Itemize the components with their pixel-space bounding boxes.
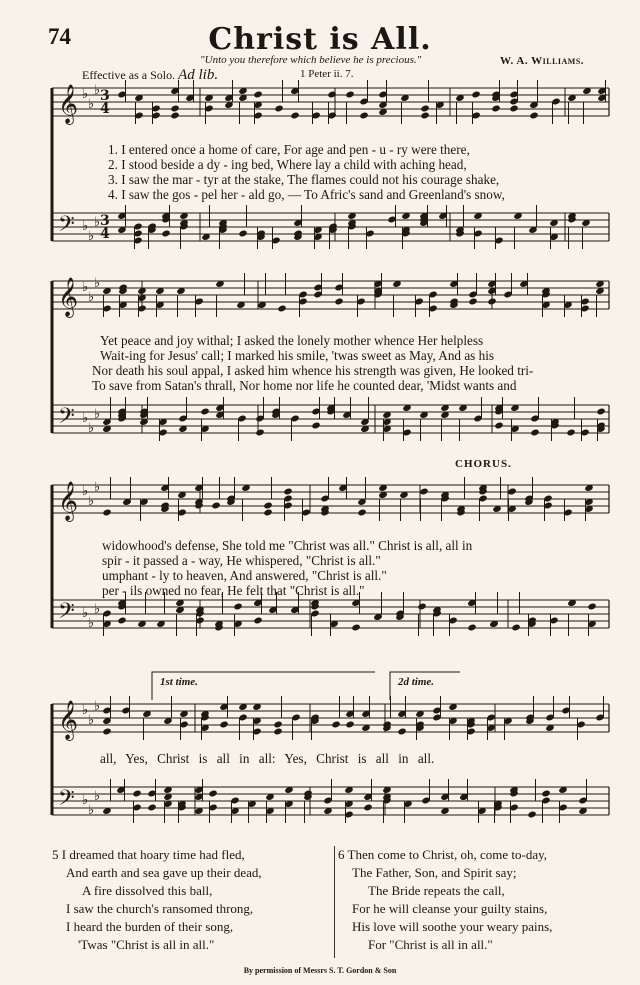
tempo-marking: Ad lib.: [178, 67, 219, 83]
note-head: [263, 509, 272, 517]
note-head: [397, 728, 406, 736]
lyric-line: per - ils owned no fear, He felt that "Christ is all.": [102, 583, 365, 598]
treble-clef: 𝄞: [58, 700, 79, 740]
note-head: [102, 509, 111, 517]
time-signature: 4: [100, 226, 110, 242]
note-head: [200, 408, 209, 416]
note-head: [420, 105, 429, 113]
note-head: [491, 105, 500, 113]
note-head: [263, 502, 272, 510]
note-head: [170, 112, 179, 120]
lyric-line: Yet peace and joy withal; I asked the lonely mother whence Her helpless: [100, 333, 484, 348]
note-head: [467, 624, 476, 632]
note-head: [208, 790, 217, 798]
lyric-line: 2. I stood beside a dy - ing bed, Where lay a child with aching head,: [108, 157, 467, 172]
flat-sign: ♭: [88, 713, 95, 728]
lyric-line: 3. I saw the mar - tyr at the stake, The flames could not his courage shake,: [108, 172, 500, 187]
note-head: [527, 811, 536, 819]
note-head: [541, 790, 550, 798]
lyric-line: umphant - ly to heaven, And answered, "Christ is all.": [102, 568, 387, 583]
lyric-line: Wait-ing for Jesus' call; I marked his smile, 'twas sweet as May, And as his: [100, 348, 494, 363]
note-head: [277, 305, 286, 313]
note-head: [345, 91, 354, 99]
epigraph: "Unto you therefore which believe he is precious.": [200, 54, 422, 66]
flat-sign: ♭: [94, 407, 101, 422]
note-head: [211, 502, 220, 510]
hymn-title: Christ is All.: [208, 22, 432, 57]
flat-sign: ♭: [88, 97, 95, 112]
flat-sign: ♭: [82, 703, 89, 718]
lyric-line: To save from Satan's thrall, Nor home nor life he counted dear, 'Midst wants and: [92, 378, 517, 393]
note-head: [311, 422, 320, 430]
flat-sign: ♭: [82, 280, 89, 295]
bass-clef: 𝄢: [58, 786, 75, 816]
treble-clef: 𝄞: [58, 481, 79, 521]
bass-clef: 𝄢: [58, 404, 75, 434]
flat-sign: ♭: [88, 494, 95, 509]
flat-sign: ♭: [94, 83, 101, 98]
note-head: [132, 790, 141, 798]
note-head: [253, 617, 262, 625]
note-head: [331, 721, 340, 729]
note-head: [507, 488, 516, 496]
flat-sign: ♭: [88, 616, 95, 631]
note-head: [274, 105, 283, 113]
flat-sign: ♭: [94, 276, 101, 291]
page-number: 74: [48, 24, 71, 49]
lyric-line: Nor death his soul appal, I asked him whence his strength was given, He looked tri-: [92, 363, 534, 378]
chorus-label: CHORUS.: [455, 458, 512, 470]
flat-sign: ♭: [82, 219, 89, 234]
note-head: [487, 298, 496, 306]
bass-clef: 𝄢: [58, 212, 75, 242]
flat-sign: ♭: [82, 87, 89, 102]
permission-credit: By permission of Messrs S. T. Gordon & Son: [243, 966, 397, 975]
stanza-6: [338, 846, 552, 954]
note-head: [290, 112, 299, 120]
stanza-line: I saw the church's ransomed throng,: [66, 901, 254, 916]
note-head: [511, 624, 520, 632]
note-head: [170, 105, 179, 113]
flat-sign: ♭: [94, 215, 101, 230]
lyric-line: widowhood's defense, She told me "Christ was all." Christ is all, all in: [102, 538, 473, 553]
lyric-line: spir - it passed a - way, He whispered, "Christ is all.": [102, 553, 381, 568]
flat-sign: ♭: [82, 606, 89, 621]
note-head: [273, 721, 282, 729]
note-head: [363, 804, 372, 812]
stanza-line: 'Twas "Christ is all in all.": [78, 937, 215, 952]
stanza-line: And earth and sea gave up their dead,: [66, 865, 262, 880]
flat-sign: ♭: [88, 290, 95, 305]
note-head: [345, 721, 354, 729]
stanza-line: 5 I dreamed that hoary time had fled,: [52, 847, 245, 862]
note-head: [238, 230, 247, 238]
lyric-line: 4. I saw the gos - pel her - ald go, — To Afric's sand and Greenland's snow,: [108, 187, 505, 202]
note-head: [102, 728, 111, 736]
note-head: [494, 422, 503, 430]
flat-sign: ♭: [94, 789, 101, 804]
flat-sign: ♭: [82, 793, 89, 808]
treble-clef: 𝄞: [58, 84, 79, 124]
note-head: [357, 509, 366, 517]
note-head: [253, 91, 262, 99]
note-head: [147, 804, 156, 812]
flat-sign: ♭: [94, 602, 101, 617]
bass-clef: 𝄢: [58, 599, 75, 629]
note-head: [359, 112, 368, 120]
flat-sign: ♭: [82, 484, 89, 499]
note-head: [420, 112, 429, 120]
stanza-line: For he will cleanse your guilty stains,: [352, 901, 548, 916]
time-signature: 4: [100, 101, 110, 117]
note-head: [255, 429, 264, 437]
scripture-reference: 1 Peter ii. 7.: [300, 68, 354, 80]
flat-sign: ♭: [82, 411, 89, 426]
note-head: [117, 617, 126, 625]
flat-sign: ♭: [94, 699, 101, 714]
note-head: [509, 105, 518, 113]
stanza-line: His love will soothe your weary pains,: [352, 919, 553, 934]
stanza-divider: [334, 846, 335, 958]
note-head: [530, 429, 539, 437]
note-head: [587, 603, 596, 611]
time-signature: 3: [100, 88, 110, 104]
note-head: [529, 112, 538, 120]
treble-clef: 𝄞: [58, 277, 79, 317]
note-head: [233, 603, 242, 611]
time-signature: 3: [100, 213, 110, 229]
note-head: [351, 624, 360, 632]
flat-sign: ♭: [88, 229, 95, 244]
note-head: [566, 429, 575, 437]
stanza-line: For "Christ is all in all.": [368, 937, 493, 952]
note-head: [417, 603, 426, 611]
note-head: [596, 408, 605, 416]
stanza-line: A fire dissolved this ball,: [82, 883, 213, 898]
lyric-line: all, Yes, Christ is all in all: Yes, Christ is all in all.: [100, 751, 435, 766]
performance-note-text: Effective as a Solo.: [82, 68, 176, 82]
first-ending-label: 1st time.: [160, 676, 198, 688]
stanza-5: [52, 846, 262, 954]
flat-sign: ♭: [94, 480, 101, 495]
note-head: [471, 91, 480, 99]
stanza-line: 6 Then come to Christ, oh, come to-day,: [338, 847, 548, 862]
author: W. A. Williams.: [500, 55, 585, 67]
stanza-line: The Bride repeats the call,: [368, 883, 505, 898]
flat-sign: ♭: [88, 803, 95, 818]
note-head: [219, 721, 228, 729]
stanza-line: I heard the burden of their song,: [66, 919, 234, 934]
second-ending-label: 2d time.: [398, 676, 435, 688]
note-head: [468, 298, 477, 306]
lyric-line: 1. I entered once a home of care, For age and pen - u - ry were there,: [108, 142, 470, 157]
stanza-line: The Father, Son, and Spirit say;: [352, 865, 517, 880]
note-head: [161, 230, 170, 238]
note-head: [283, 488, 292, 496]
flat-sign: ♭: [88, 421, 95, 436]
note-head: [273, 728, 282, 736]
note-head: [334, 298, 343, 306]
note-head: [419, 488, 428, 496]
